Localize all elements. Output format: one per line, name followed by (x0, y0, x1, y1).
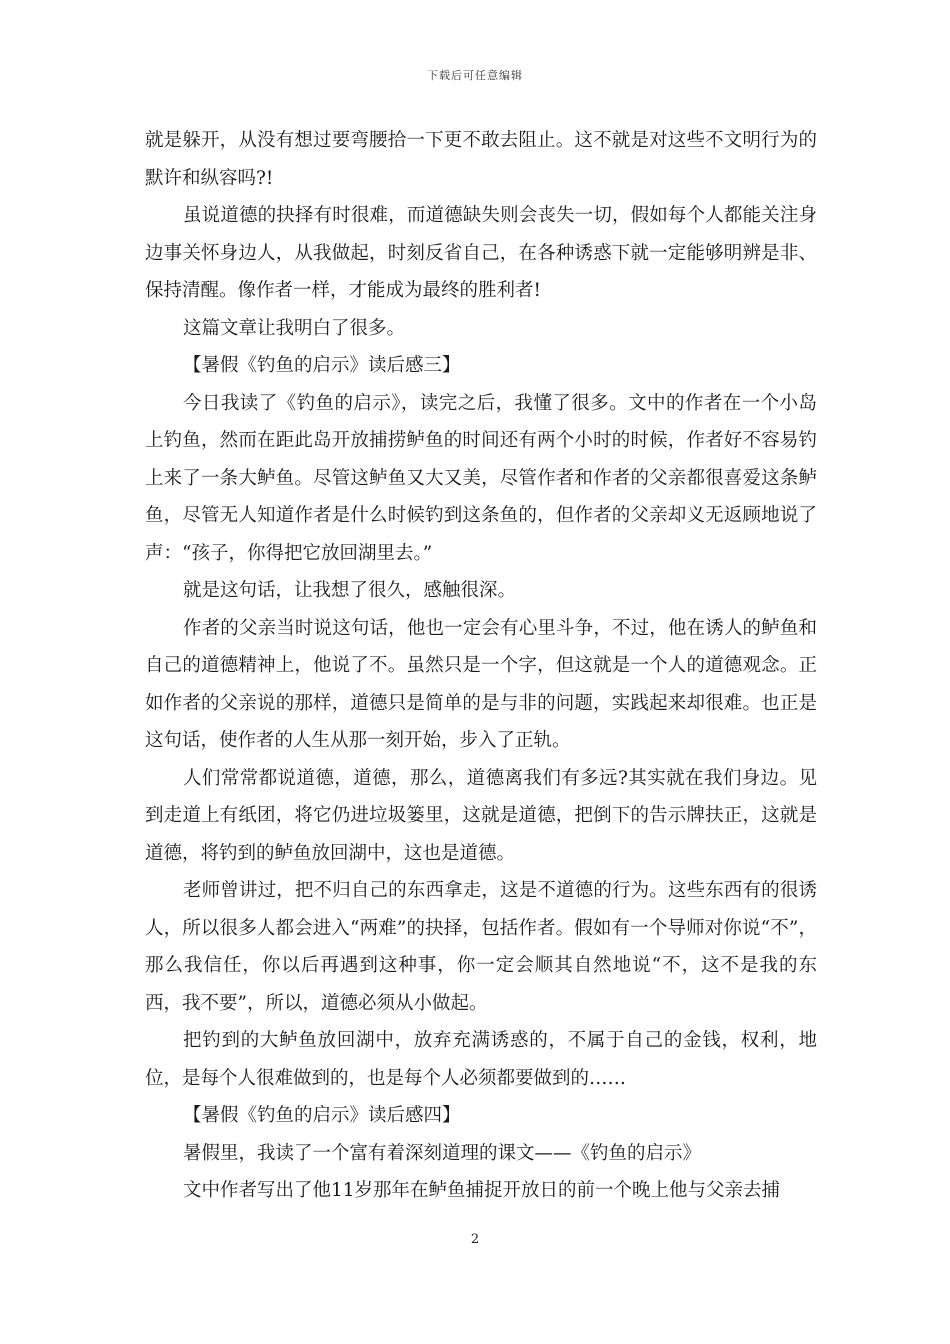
document-body (145, 122, 817, 1210)
paragraph: 就是这句话，让我想了很久，感触很深。 (183, 580, 517, 601)
header-note: 下载后可任意编辑 (427, 69, 523, 82)
paragraph: 暑假里，我读了一个富有着深刻道理的课文——《钓鱼的启示》 (183, 1142, 702, 1164)
section-heading: 【暑假《钓鱼的启示》读后感四】 (183, 1105, 461, 1126)
page-number: 2 (470, 1232, 480, 1247)
paragraph: 这篇文章让我明白了很多。 (183, 317, 406, 339)
paragraph: 把钓到的大鲈鱼放回湖中，放弃充满诱惑的，不属于自己的金钱，权利，地位，是每个人很难做到的，也是每个人必须都要做到的…… (145, 1030, 817, 1089)
paragraph: 老师曾讲过，把不归自己的东西拿走，这是不道德的行为。这些东西有的很诱人，所以很多人都会进入“两难”的抉择，包括作者。假如有一个导师对你说“不”，那么我信任，你以后再遇到这种事，你一定会顺其自然地说“不，这不是我的东西，我不要”，所以，道德必须从小做起。 (145, 880, 817, 1014)
paragraph: 作者的父亲当时说这句话，他也一定会有心里斗争，不过，他在诱人的鲈鱼和自己的道德精神上，他说了不。虽然只是一个字，但这就是一个人的道德观念。正如作者的父亲说的那样，道德只是简单的是与非的问题，实践起来却很难。也正是这句话，使作者的人生从那一刻开始，步入了正轨。 (145, 617, 817, 751)
section-heading: 【暑假《钓鱼的启示》读后感三】 (183, 355, 461, 376)
paragraph: 虽说道德的抉择有时很难，而道德缺失则会丧失一切，假如每个人都能关注身边事关怀身边人，从我做起，时刻反省自己，在各种诱惑下就一定能够明辨是非、保持清醒。像作者一样，才能成为最终的胜利者! (145, 205, 817, 301)
paragraph: 文中作者写出了他11岁那年在鲈鱼捕捉开放日的前一个晚上他与父亲去捕 (183, 1180, 781, 1201)
paragraph-continuation: 就是躲开，从没有想过要弯腰拾一下更不敢去阻止。这不就是对这些不文明行为的默许和纵容吗?! (145, 130, 817, 189)
paragraph: 今日我读了《钓鱼的启示》，读完之后，我懂了很多。文中的作者在一个小岛上钓鱼，然而在距此岛开放捕捞鲈鱼的时间还有两个小时的时候，作者好不容易钓上来了一条大鲈鱼。尽管这鲈鱼又大又美，尽管作者和作者的父亲都很喜爱这条鲈鱼，尽管无人知道作者是什么时候钓到这条鱼的，但作者的父亲却义无返顾地说了声：“孩子，你得把它放回湖里去。” (145, 392, 817, 564)
paragraph: 人们常常都说道德，道德，那么，道德离我们有多远?其实就在我们身边。见到走道上有纸团，将它仍进垃圾篓里，这就是道德，把倒下的告示牌扶正，这就是道德，将钓到的鲈鱼放回湖中，这也是道德。 (145, 767, 817, 864)
